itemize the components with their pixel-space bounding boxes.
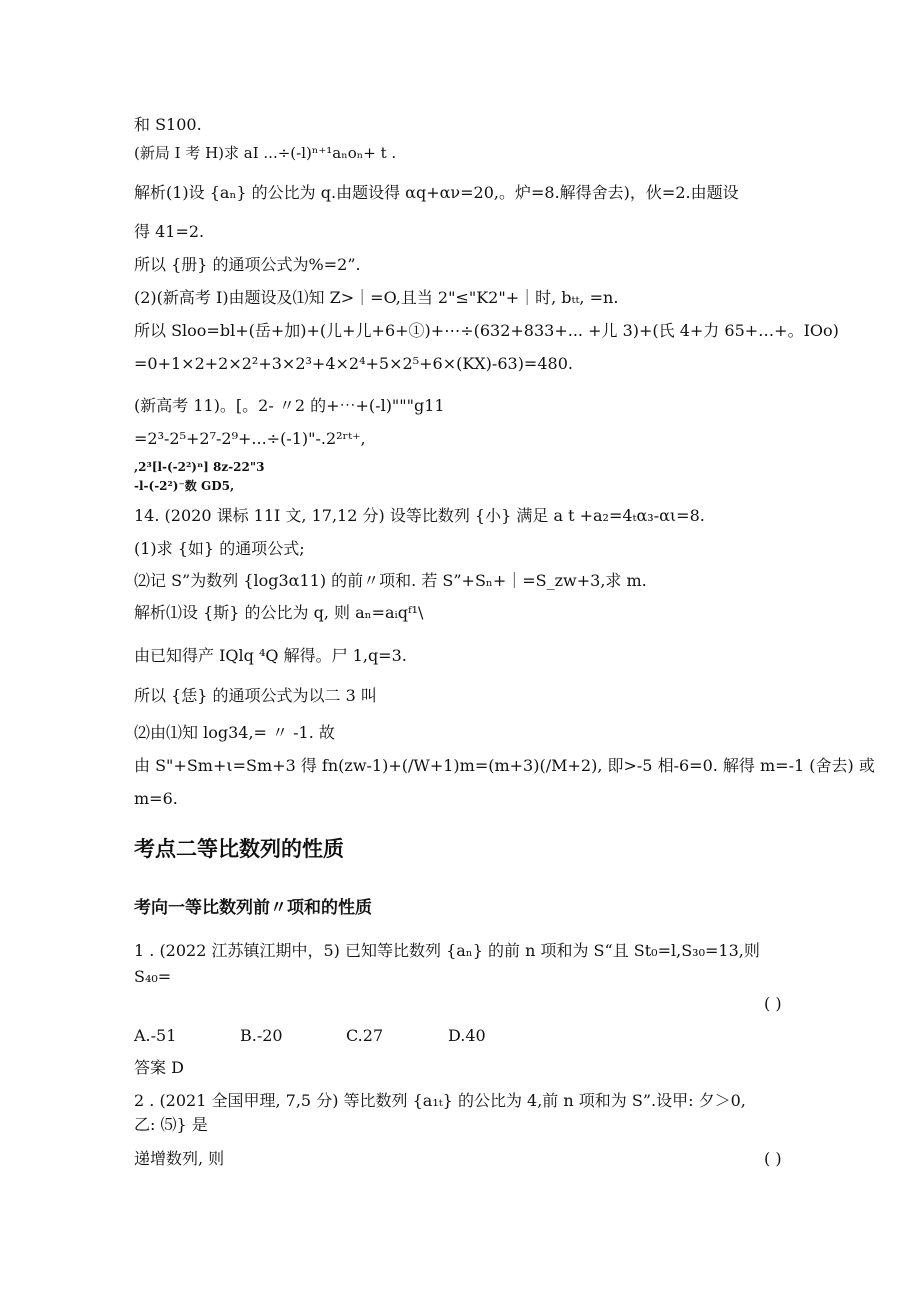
text-line: (1)求 {如} 的通项公式; xyxy=(134,539,305,558)
section-subtitle: 考向一等比数列前〃项和的性质 xyxy=(134,898,372,918)
text-line: 所以 {恁} 的通项公式为以二 3 叫 xyxy=(134,686,377,705)
option-a: A.-51 xyxy=(134,1026,177,1045)
text-line: 解析⑴设 {斯} 的公比为 q, 则 aₙ=aᵢqᶠ¹\ xyxy=(134,603,424,622)
text-line: ⑵由⑴知 log34,= 〃 -1. 故 xyxy=(134,723,335,742)
text-line: 所以 Sloo=bl+(岳+加)+(儿+儿+6+①)+⋯÷(632+833+... +儿 3)+(氏 4+力 65+…+。IOo) xyxy=(134,321,839,340)
text-line: =0+1×2+2×2²+3×2³+4×2⁴+5×2⁵+6×(KX)-63)=480. xyxy=(134,354,573,373)
text-line: 所以 {册} 的通项公式为%=2”. xyxy=(134,255,361,274)
answer-text: 答案 D xyxy=(134,1058,184,1077)
option-d: D.40 xyxy=(448,1026,486,1045)
question-1-stem: S₄₀= xyxy=(134,967,172,986)
question-2-stem: 递增数列, 则 xyxy=(134,1149,225,1168)
text-line: 得 41=2. xyxy=(134,222,205,241)
text-line: (新高考 11)。[。2- 〃2 的+⋯+(-l)"""g11 xyxy=(134,396,445,415)
text-line: 14. (2020 课标 11I 文, 17,12 分) 设等比数列 {小} 满足 a t +a₂=4ₜα₃-αι=8. xyxy=(134,506,705,525)
text-line: ⑵记 S”为数列 {log3α11) 的前〃项和. 若 S”+Sₙ+｜=S_zw+3,求 m. xyxy=(134,571,647,590)
text-line: (新局 I 考 H)求 aI ...÷(-l)ⁿ⁺¹aₙoₙ+ t . xyxy=(134,144,397,162)
question-2-stem: 乙: ⑸} 是 xyxy=(134,1115,208,1134)
text-line: 和 S100. xyxy=(134,115,202,134)
text-line: ,2³[l-(-2²)ⁿ] 8z-22"3 xyxy=(134,460,265,474)
text-line: m=6. xyxy=(134,789,178,808)
section-title: 考点二等比数列的性质 xyxy=(134,837,344,861)
question-1-stem: 1 . (2022 江苏镇江期中，5) 已知等比数列 {aₙ} 的前 n 项和为 S“且 St₀=l,S₃₀=13,则 xyxy=(134,941,760,960)
text-line: 解析(1)设 {aₙ} 的公比为 q.由题设得 αq+αν=20,。炉=8.解得舍去)，伙=2.由题设 xyxy=(134,183,739,202)
option-c: C.27 xyxy=(346,1026,384,1045)
text-line: (2)(新高考 I)由题设及⑴知 Z>｜=O,且当 2"≤"K2"+｜时, bₜₜ, =n. xyxy=(134,288,619,307)
text-line: =2³-2⁵+2⁷-2⁹+...÷(-1)"-.2²ʳᵗ⁺, xyxy=(134,429,366,448)
text-line: -l-(-2²)⁻数 GD5, xyxy=(134,479,235,493)
text-line: 由 S"+Sm+ι=Sm+3 得 fn(zw-1)+(/W+1)m=(m+3)(/M+2), 即>-5 相-6=0. 解得 m=-1 (舍去) 或 xyxy=(134,756,875,775)
answer-paren: ( ) xyxy=(764,994,782,1013)
option-b: B.-20 xyxy=(240,1026,283,1045)
answer-paren: ( ) xyxy=(764,1149,782,1168)
question-2-stem: 2 . (2021 全国甲理, 7,5 分) 等比数列 {a₁ₜ} 的公比为 4,前 n 项和为 S”.设甲: 夕＞0, xyxy=(134,1091,746,1110)
text-line: 由已知得产 IQlq ⁴Q 解得。尸 1,q=3. xyxy=(134,646,407,665)
